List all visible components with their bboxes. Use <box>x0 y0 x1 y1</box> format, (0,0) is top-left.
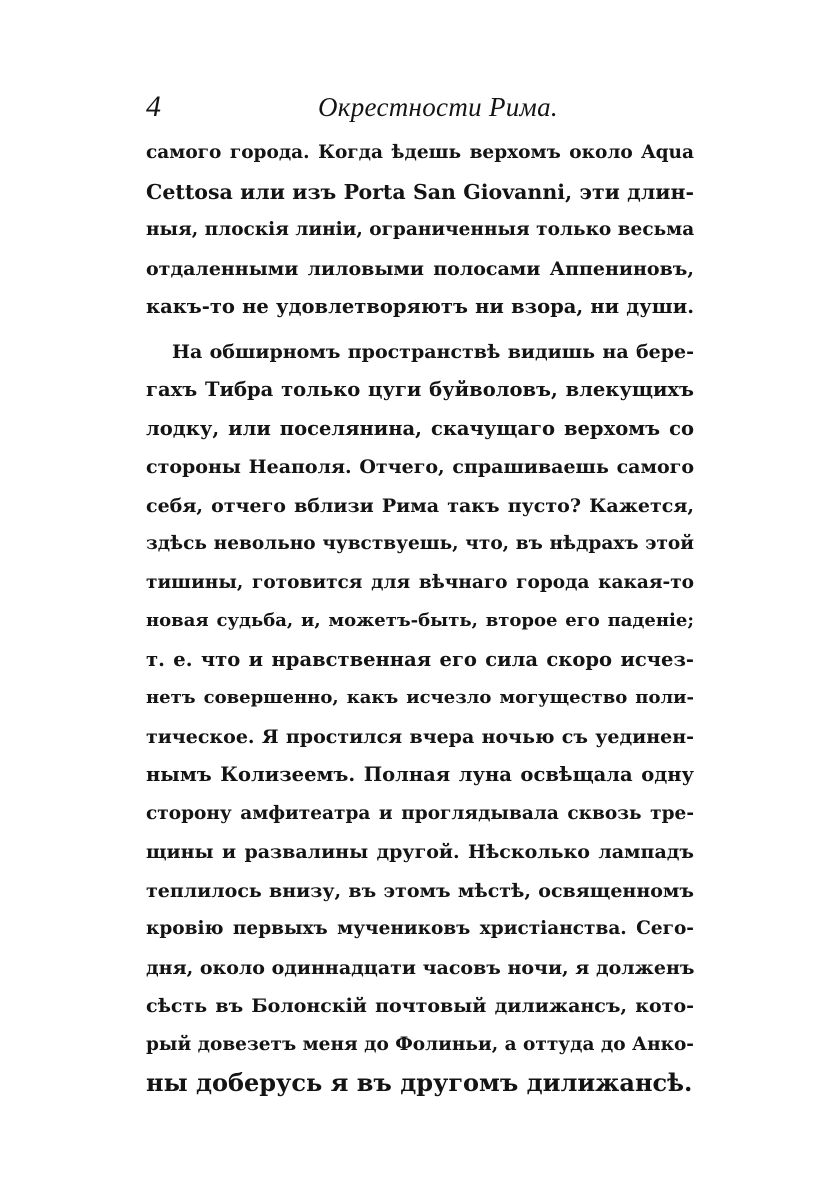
text-line: самого города. Когда ѣдешь верхомъ около Aqua <box>146 142 694 163</box>
text-line: сторону амфитеатра и проглядывала сквозь тре- <box>146 802 694 824</box>
text-line: новая судьба, и, можетъ-быть, второе его паденіе; <box>146 610 694 631</box>
text-line: сѣсть въ Болонскій почтовый дилижансъ, кото- <box>146 995 694 1017</box>
text-line: ныя, плоскія линіи, ограниченныя только весьма <box>146 219 694 240</box>
page-header <box>146 88 694 128</box>
text-line: рый довезетъ меня до Фолиньи, а оттуда до Анко- <box>146 1033 694 1055</box>
text-line: стороны Неаполя. Отчего, спрашиваешь самого <box>146 456 694 478</box>
running-title: Окрестности Рима. <box>318 92 558 122</box>
text-line: ны доберусь я въ другомъ дилижансѣ. <box>146 1068 693 1097</box>
text-line: теплилось внизу, въ этомъ мѣстѣ, освященномъ <box>146 879 694 902</box>
text-line: тишины, готовится для вѣчнаго города какая-то <box>146 571 694 593</box>
text-line: нетъ совершенно, какъ исчезло могущество поли- <box>146 687 694 708</box>
text-line: отдаленными лиловыми полосами Аппениновъ, <box>146 257 694 280</box>
page-number: 4 <box>146 90 161 123</box>
text-line: кровію первыхъ мучениковъ христіанства. Сего- <box>146 918 694 939</box>
text-line: здѣсь невольно чувствуешь, что, въ нѣдрахъ этой <box>146 533 694 554</box>
text-line: лодку, или поселянина, скачущаго верхомъ со <box>146 416 694 440</box>
text-line: нымъ Колизеемъ. Полная луна освѣщала одну <box>146 763 694 786</box>
text-line: тическое. Я простился вчера ночью съ уединен- <box>146 725 694 748</box>
text-line: т. е. что и нравственная его сила скоро исчез- <box>146 647 694 671</box>
text-line: щины и развалины другой. Нѣсколько лампадъ <box>146 841 694 863</box>
body-text <box>146 134 694 1103</box>
text-line: На обширномъ пространствѣ видишь на бере- <box>172 340 694 363</box>
text-line: какъ-то не удовлетворяютъ ни взора, ни души. <box>146 295 694 318</box>
text-line: гахъ Тибра только цуги буйволовъ, влекущихъ <box>146 378 694 401</box>
text-line: дня, около одиннадцати часовъ ночи, я долженъ <box>146 956 694 979</box>
text-line: себя, отчего вблизи Рима такъ пусто? Кажется, <box>146 494 694 517</box>
text-line: Cettosa или изъ Porta San Giovanni, эти длин- <box>146 179 694 204</box>
